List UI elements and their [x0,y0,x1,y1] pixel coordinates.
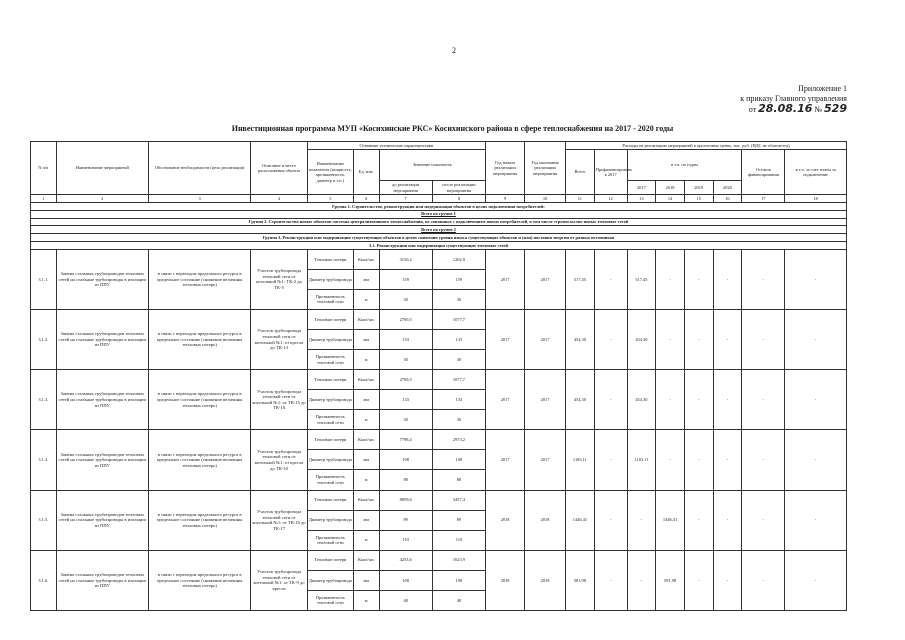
total-cost: 517,45 [566,249,595,309]
measure-justification: в связи с переходом предельного ресурса в предельное состояние (снижение величины тепловых потерь) [148,550,251,610]
remaining-financing: - [742,249,785,309]
parameter-unit: Ккал/час [353,550,379,570]
header-remaining: Остаток финансирования [742,150,785,195]
column-number: 10 [525,195,566,203]
parameter-after: 30 [432,289,485,309]
header-location: Описание и место расположения объекта [251,142,307,195]
header-year-2020: 2020 [713,180,742,194]
row-number: 3.1.4. [31,430,57,490]
cost-2017: 454,30 [627,370,656,430]
parameter-unit: мм [353,269,379,289]
parameter-name: Диаметр трубопровода [307,450,353,470]
parameter-name: Тепловые потери [307,430,353,450]
parameter-name: Протяженность тепловой сети [307,350,353,370]
cost-2018: - [656,430,685,490]
column-number: 16 [713,195,742,203]
start-year: 2017 [486,430,525,490]
parameter-name: Диаметр трубопровода [307,510,353,530]
cost-2017: 1183,11 [627,430,656,490]
parameter-after: 1077,7 [432,309,485,329]
column-number: 14 [656,195,685,203]
appendix-from: от [748,105,757,114]
parameter-unit: мм [353,510,379,530]
parameter-before: 4253,6 [379,550,432,570]
remaining-financing: - [742,550,785,610]
parameter-unit: мм [353,390,379,410]
parameter-after: 2973,2 [432,430,485,450]
measure-name: Замена стальных трубопроводов тепловых сетей на стальные трубопроводы в изоляции из ППУ [56,550,148,610]
parameter-before: 30 [379,350,432,370]
parameter-before: 110 [379,530,432,550]
column-number: 5 [307,195,353,203]
row-number: 3.1.5. [31,490,57,550]
parameter-unit: Ккал/час [353,249,379,269]
financed-before-2017: - [594,550,627,610]
object-location: Участок трубопровода тепловой сети от котельной №1: от кресла до ТК-13 [251,309,307,369]
measure-name: Замена стальных трубопроводов тепловых сетей на стальные трубопроводы в изоляции из ППУ [56,309,148,369]
row-number: 3.1.1. [31,249,57,309]
financed-before-2017: - [594,490,627,550]
parameter-after: 1077,7 [432,370,485,390]
cost-2020: - [713,370,742,430]
parameter-name: Протяженность тепловой сети [307,590,353,610]
start-year: 2018 [486,490,525,550]
parameter-before: 7798,4 [379,430,432,450]
cost-2018: - [656,249,685,309]
column-number-row [31,195,847,203]
object-location: Участок трубопровода тепловой сети от котельной №1: ТК-2 до ТК-5 [251,249,307,309]
parameter-before: 3150,2 [379,249,432,269]
object-location: Участок трубопровода тепловой сети от котельной №1: от кресла до ТК-10 [251,430,307,490]
parameter-after: 30 [432,350,485,370]
parameter-name: Тепловые потери [307,550,353,570]
column-number: 4 [251,195,307,203]
remaining-financing: - [742,370,785,430]
header-year-2018: 2018 [656,180,685,194]
parameter-unit: Ккал/час [353,490,379,510]
cost-2020: - [713,249,742,309]
parameter-after: 48 [432,590,485,610]
connection-fee-part: - [785,430,847,490]
header-by-years: в т.ч. по годам [627,150,742,181]
column-number: 11 [566,195,595,203]
column-number: 13 [627,195,656,203]
measure-name: Замена стальных трубопроводов тепловых сетей на стальные трубопроводы в изоляции из ППУ [56,249,148,309]
table-row [31,309,847,329]
measure-name: Замена стальных трубопроводов тепловых сетей на стальные трубопроводы в изоляции из ППУ [56,430,148,490]
cost-2020: - [713,430,742,490]
parameter-unit: мм [353,570,379,590]
total-cost: 1446,41 [566,490,595,550]
group-3-heading: Группа 3. Реконструкция или модернизация существующих объектов в целях снижения уровня износа существующих объектов и (или) поставки энергии от разных источников [31,234,847,242]
appendix-date: 28.08.16 [758,102,813,115]
parameter-after: 30 [432,410,485,430]
table-row [31,430,847,450]
connection-fee-part: - [785,309,847,369]
column-number: 17 [742,195,785,203]
start-year: 2017 [486,249,525,309]
parameter-unit: Ккал/час [353,370,379,390]
parameter-after: 1623,9 [432,550,485,570]
parameter-unit: м [353,590,379,610]
header-unit: Ед. изм. [353,150,379,195]
column-number: 18 [785,195,847,203]
column-number: 12 [594,195,627,203]
financed-before-2017: - [594,249,627,309]
parameter-unit: м [353,470,379,490]
parameter-unit: м [353,410,379,430]
parameter-before: 30 [379,410,432,430]
table-row [31,370,847,390]
cost-2020: - [713,309,742,369]
header-expenses: Расходы на реализацию мероприятий в прогнозных ценах, тыс. руб. (НДС не облагается) [566,142,847,150]
header-before: до реализации мероприятия [379,180,432,194]
column-number: 1 [31,195,57,203]
financed-before-2017: - [594,370,627,430]
end-year: 2017 [525,370,566,430]
parameter-name: Протяженность тепловой сети [307,410,353,430]
parameter-before: 89 [379,510,432,530]
parameter-after: 89 [432,510,485,530]
parameter-unit: м [353,289,379,309]
cost-2018: - [656,309,685,369]
start-year: 2018 [486,550,525,610]
row-number: 3.1.6. [31,550,57,610]
appendix-line-1: Приложение 1 [798,84,847,93]
parameter-unit: мм [353,330,379,350]
cost-2019: - [684,249,713,309]
parameter-before: 8859,6 [379,490,432,510]
end-year: 2017 [525,430,566,490]
column-number: 8 [432,195,485,203]
parameter-before: 88 [379,470,432,490]
group-2-total: Всего по группе 2 [31,226,847,234]
parameter-name: Протяженность тепловой сети [307,470,353,490]
header-financed: Профинансировано к 2017 [594,150,627,195]
parameter-name: Диаметр трубопровода [307,390,353,410]
parameter-after: 159 [432,269,485,289]
cost-2017: 454,30 [627,309,656,369]
header-name: Наименование мероприятий [56,142,148,195]
remaining-financing: - [742,430,785,490]
appendix-line-3 [707,104,847,115]
header-start-year: Год начала реализации мероприятия [486,142,525,195]
end-year: 2017 [525,309,566,369]
header-year-2019: 2019 [684,180,713,194]
parameter-unit: мм [353,450,379,470]
parameter-after: 108 [432,570,485,590]
cost-2019: - [684,490,713,550]
financed-before-2017: - [594,309,627,369]
measure-justification: в связи с переходом предельного ресурса в предельное состояние (снижение величины тепловых потерь) [148,430,251,490]
parameter-before: 48 [379,590,432,610]
cost-2017: - [627,490,656,550]
parameter-unit: Ккал/час [353,430,379,450]
column-number: 2 [56,195,148,203]
start-year: 2017 [486,309,525,369]
group-1-total: Всего по группе 1 [31,210,847,218]
header-end-year: Год окончания реализации мероприятия [525,142,566,195]
appendix-line-2: к приказу Главного управления [740,94,847,103]
parameter-before: 133 [379,330,432,350]
parameter-name: Диаметр трубопровода [307,269,353,289]
total-cost: 1183,11 [566,430,595,490]
measure-justification: в связи с переходом предельного ресурса в предельное состояние (снижение величины тепловых потерь) [148,370,251,430]
parameter-after: 133 [432,330,485,350]
remaining-financing: - [742,490,785,550]
measure-justification: в связи с переходом предельного ресурса в предельное состояние (снижение величины тепловых потерь) [148,309,251,369]
parameter-after: 133 [432,390,485,410]
parameter-name: Диаметр трубопровода [307,570,353,590]
remaining-financing: - [742,309,785,369]
total-cost: 454,30 [566,370,595,430]
end-year: 2018 [525,550,566,610]
appendix-block [707,84,847,115]
connection-fee-part: - [785,370,847,430]
end-year: 2017 [525,249,566,309]
header-indicator-name: Наименование показателя (мощность, протяженность, диаметр и т.п.) [307,150,353,195]
cost-2018: 1446,41 [656,490,685,550]
parameter-before: 133 [379,390,432,410]
end-year: 2018 [525,490,566,550]
appendix-number-sign: № [814,105,823,114]
parameter-before: 30 [379,289,432,309]
parameter-name: Тепловые потери [307,309,353,329]
document-title: Инвестиционная программа МУП «Косихинские РКС» Косихинского района в сфере теплоснабжения на 2017 - 2020 годы [231,124,674,133]
parameter-before: 159 [379,269,432,289]
measure-name: Замена стальных трубопроводов тепловых сетей на стальные трубопроводы в изоляции из ППУ [56,490,148,550]
parameter-before: 2769,5 [379,309,432,329]
cost-2019: - [684,430,713,490]
column-number: 3 [148,195,251,203]
cost-2018: - [656,370,685,430]
total-cost: 454,30 [566,309,595,369]
investment-program-table [30,141,847,611]
page-number: 2 [452,46,456,55]
parameter-after: 88 [432,470,485,490]
header-main-chars: Основные технические характеристики [307,142,485,150]
header-indicator-value: Значение показателя [379,150,486,181]
cost-2020: - [713,490,742,550]
connection-fee-part: - [785,249,847,309]
parameter-name: Тепловые потери [307,490,353,510]
parameter-before: 2769,5 [379,370,432,390]
column-number: 7 [379,195,432,203]
parameter-name: Тепловые потери [307,370,353,390]
group-2-heading: Группа 2. Строительство новых объектов системы централизованного теплоснабжения, не связанных с подключением новых потребителей, в том числе строительство новых тепловых сетей [31,218,847,226]
column-number: 9 [486,195,525,203]
column-number: 15 [684,195,713,203]
table-row [31,249,847,269]
header-year-2017: 2017 [627,180,656,194]
total-cost: 581,98 [566,550,595,610]
financed-before-2017: - [594,430,627,490]
connection-fee-part: - [785,550,847,610]
header-justification: Обоснование необходимости (цель реализации) [148,142,251,195]
row-number: 3.1.2. [31,309,57,369]
parameter-before: 108 [379,450,432,470]
object-location: Участок трубопровода тепловой сети от котельной №1: от ТК-15 до ТК-16 [251,370,307,430]
parameter-name: Протяженность тепловой сети [307,530,353,550]
table-row [31,550,847,570]
cost-2020: - [713,550,742,610]
subgroup-3-1-heading: 3.1. Реконструкция или модернизация существующих тепловых сетей [31,242,847,250]
cost-2019: - [684,370,713,430]
header-total: Всего [566,150,595,195]
group-1-heading: Группа 1. Строительство, реконструкция или модернизация объектов в целях подключения потребителей: [31,203,847,211]
measure-name: Замена стальных трубопроводов тепловых сетей на стальные трубопроводы в изоляции из ППУ [56,370,148,430]
parameter-unit: м [353,350,379,370]
header-including: в т.ч. за счет платы за подключение [785,150,847,195]
parameter-after: 3457,4 [432,490,485,510]
appendix-number: 529 [824,102,847,115]
measure-justification: в связи с переходом предельного ресурса в предельное состояние (снижение величины тепловых потерь) [148,249,251,309]
parameter-before: 108 [379,570,432,590]
parameter-name: Диаметр трубопровода [307,330,353,350]
object-location: Участок трубопровода тепловой сети от котельной №1: от ТК-16 до ТК-17 [251,490,307,550]
parameter-unit: Ккал/час [353,309,379,329]
parameter-name: Протяженность тепловой сети [307,289,353,309]
parameter-after: 110 [432,530,485,550]
column-number: 6 [353,195,379,203]
parameter-unit: м [353,530,379,550]
object-location: Участок трубопровода тепловой сети от котельной №1: от ТК-9 до кресла [251,550,307,610]
cost-2018: 581,98 [656,550,685,610]
row-number: 3.1.3. [31,370,57,430]
header-after: после реализации мероприятия [432,180,485,194]
connection-fee-part: - [785,490,847,550]
header-no: N п/п [31,142,57,195]
cost-2019: - [684,550,713,610]
parameter-name: Тепловые потери [307,249,353,269]
parameter-after: 108 [432,450,485,470]
parameter-after: 1202,9 [432,249,485,269]
cost-2017: - [627,550,656,610]
cost-2019: - [684,309,713,369]
measure-justification: в связи с переходом предельного ресурса в предельное состояние (снижение величины тепловых потерь) [148,490,251,550]
start-year: 2017 [486,370,525,430]
table-row [31,490,847,510]
cost-2017: 517,45 [627,249,656,309]
